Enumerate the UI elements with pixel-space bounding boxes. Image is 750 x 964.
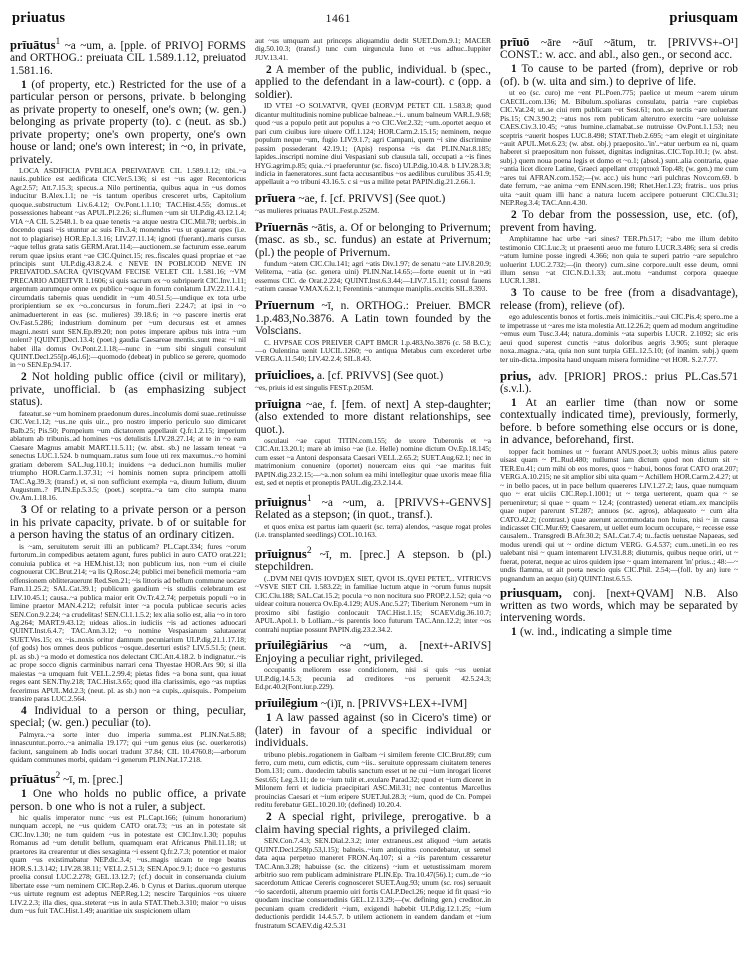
citation-paragraph: ~as mulieres priuatas PAUL.Fest.p.252M. — [255, 205, 380, 215]
headword-grammar: ~ātis, a. Of or belonging to Privernum; (masc. as sb., sc. fundus) an estate at Privernum; (pl.) the people of Privernum. — [255, 221, 491, 259]
headword-grammar: ~(i)ī, n. [PRIVVS+LEX+-IVM] — [317, 698, 468, 711]
citation-paragraph: SEN.Con.7.4.3; SEN.Dial.2.3.2; inter extraneus..est aliquod ~ium aetatis QUINT.Decl.258(p.53,l.15); balneis..~ium antiquitus concedebatur, ut semel data aqua perpetuo maneret FRON.Aq.107; si a ~iis parentum cessaretur TAC.Ann.3.28; habuisse (sc. the citizens) ~ium et uetustissimam morem arbitrio suo rem publicam administrare PLIN.Ep. Tra.10.47(56).1; cum..de ~io sacerdotum Atticae Cereris cognosceret SUET.Aug.93; unum (sc. ros) seruauit ~io sacerdotii, alterum praemio uiri fortis CALP.Decl.26; neque id fit quasi ~io quodam inscitae consuetudinis GEL.12.13.29;—(w. defining gen.) creditor..in pecuniam quam crediderit ~ium, exigendi habebit ULP.dig.12.1.25; ~ium deductionis perdidit 14.4.5.7. b utilem actionem in eandem dandam et ~ium frustratum SCAEV.dig.42.5.31 — [255, 836, 491, 930]
citation-paragraph: ego adulescentis bonos et fortis..meis inimicitiis..~aui CIC.Pis.4; spero..me a te impetrasse ut ~ares me ista molestia Att.12.26.2; quem ad modum angritudine ~emus eum Tusc.3.44; natura..dominis ~ata superbis LUCR. 2.1092; sic eris aeui quod superest cunctis ~atus doloribus aegris 3.905; sunt pleraque noxa..magna..~ata, quia non sunt turpia GEL.12.5.10; (of inanim. subj.) quem ter uin-dicta..imposita haud unquam misera formidine ~et HOR. S.2.7.77. — [500, 312, 738, 364]
sense-paragraph — [500, 63, 738, 88]
sense-paragraph — [10, 371, 246, 409]
running-head-left: priuatus — [12, 10, 66, 26]
sense-text: A member of the public, individual. b (spec., applied to the defendant in a law-court). c (opp. a soldier). — [255, 63, 491, 101]
sense-text: A law passed against (so in Cicero's time) or (later) in favour of a specific individual or individuals. — [255, 712, 491, 750]
headword-grammar: ~a ~um, a. [pple. of PRIVO] FORMS and ORTHOG.: preiuata CIL 1.589.1.12, preiuatod 1.581.16. — [10, 39, 246, 77]
column-1 — [10, 36, 246, 964]
headword-superscript: 2 — [306, 546, 312, 557]
dictionary-entry — [255, 398, 491, 488]
sense-number: 1 — [21, 78, 27, 91]
dictionary-entry — [500, 587, 738, 639]
headword-grammar: conj. [next+QVAM] N.B. Also written as two words, which may be separated by intervening words. — [500, 587, 738, 625]
headword-superscript: 1 — [306, 494, 312, 505]
page-number: 1461 — [325, 13, 351, 25]
dictionary-entry — [10, 36, 246, 765]
citation-paragraph: Amphitamne hac urbe ~ari sines? TER.Ph.517; ~abo me illum debito testimonio CIC.Luc.3; ut praesenti aeuo me futuro LUCR.3.486; sera si credis ~atum lumine posse ingredi 4.366; non quia te superi patrio ~are sepulchro uoluerint LUC.2.732;—(in theory) cum..sine corpore..uult esse deum, omni illum sensu ~at CIC.N.D.1.33; aut..motu ~andumst corpora quaeque LUCR.1.381. — [500, 234, 738, 286]
sense-number: 4 — [21, 704, 27, 717]
headword: prīuilēgiārius — [255, 638, 328, 653]
dictionary-entry — [10, 770, 246, 915]
sense-paragraph — [500, 287, 738, 312]
headword-grammar: ~ī, n. ORTHOG.: Preiuer. BMCR 1.p.483,No.3876. A Latin town founded by the Volscians. — [255, 300, 491, 338]
headword: prīuera — [255, 191, 296, 206]
sense-number: 1 — [266, 712, 272, 725]
sense-text: Individual to a person or thing, peculiar, special; (w. gen.) peculiar (to). — [10, 704, 246, 730]
sense-text: Not holding public office (civil or military), private, unofficial. b (as emphasizing subject status). — [10, 371, 246, 409]
citation-paragraph: ~es, priuis id est singulis FEST.p.205M. — [255, 382, 374, 392]
headword: prīuiclioes, — [255, 368, 315, 383]
sense-text: At an earlier time (than now or some contextually indicated time), previously, formerly, before. b before something else occurs or is done, in advance, beforehand, first. — [500, 396, 738, 447]
citation-paragraph: ID VTEI ~O SOLVATVR, QVEI (EORV)M PETET CIL 1.583.8; quod dicantur multitudinis nomine publicae balneae..~i.. unum balneum VAR.L.9.68; quod ~us a populo petit aut populus a ~o CIC.Ver.2.32; ~um..oportet aequo et pari cum ciuibus iure uiuere Off.1.124; HOR.Carm.2.15.15; neminem, neque populum neque ~um, fugio LIV.9.1.7; agri Campani, quem ~i sine discrimine passim possederant 42.19.1; (Apis) responsa ~is dat PLIN.Nat.8.185; lapides..inscripti nomine diui Vespasiani sub clausula tali, occupati a ~is fines HYG.agrim.p.85; quia..~i praeferuntur (sc. fisco) ULP.dig.10.4.8. b LIV.28.3.8; indicia in faeneratores..sunt facta accusantibus ~os aedilibus curulibus 35.41.9; appellauit a ~o tribuni 43.16.5. c si ~us a milite petat PAPIN.dig.21.2.66.1. — [255, 101, 491, 187]
sense-number: 1 — [21, 788, 27, 800]
entry-headword-line — [255, 493, 491, 522]
sense-number: 2 — [266, 63, 272, 76]
entry-headword-line — [10, 770, 246, 786]
entry-continuation — [255, 37, 491, 187]
citation-paragraph: aut ~us umquam aut princeps aliquamdiu dedit SUET.Dom.9.1; MACER dig.50.10.3; (transf.) tunc cum uirguncula Iuno et ~us adhuc..Iuppiter JUV.13.41. — [255, 36, 491, 62]
headword: prīuātus — [10, 37, 56, 52]
sense-number: 1 — [511, 396, 517, 409]
sense-paragraph — [10, 705, 246, 730]
column-3 — [500, 36, 738, 964]
sense-number: 1 — [511, 63, 517, 76]
headword-superscript: 2 — [55, 771, 61, 782]
sense-paragraph — [255, 64, 491, 102]
headword: Prīuernum — [255, 298, 315, 313]
sense-number: 2 — [21, 371, 27, 384]
headword: Prīuernās — [255, 219, 309, 234]
column-2 — [255, 36, 491, 964]
dictionary-entry — [255, 493, 491, 540]
dictionary-entry — [500, 36, 738, 364]
sense-paragraph — [10, 79, 246, 167]
dictionary-entry — [255, 639, 491, 691]
citation-paragraph: Palmyra..~a sorte inter duo imperia summa..est PLIN.Nat.5.88; innascuntur..porro..~a animalia 19.177; qui ~um genus eius (sc. ouerkerotis) faciunt, sanguinem ab Indis uocari tradunt 37.84; CIL 10.4760.8;—arborum quidam communes morbi, quidam ~i generum PLIN.Nat.17.218. — [10, 729, 246, 765]
entry-headword-line — [500, 587, 738, 625]
headword: prīuilēgium — [255, 696, 318, 711]
dictionary-entry — [255, 221, 491, 294]
sense-paragraph — [10, 504, 246, 542]
entry-headword-line — [255, 398, 491, 436]
citation-paragraph: C. HVPSAE COS PREIVER CAPT BMCR 1.p.483,No.3876 (c. 58 B.C.);—o Oulentina uenit LUCIL.1260; ~o antiqua Metabus cum excederet urbe VERG.A.11.540; LIV.42.2.4; SIL.8.43. — [255, 337, 491, 364]
citation-paragraph: fateatur..se ~um hominem praedonum dures..incolumis domi suae..retinuisse CIC.Ver.1.12; ~us..ne quis uir.., pro nostro imperio periculo suo dimicaret Balb.25; Pis.50; Pompeium ~um dictatorem appellauit Q.fr.1.2.15; imperium ablatum ab tribunis..ad homines ~os detulistis LIV.28.27.14; at te in ~o eam Caesare Magnus amabit MART.11.5.11; (w. abst. sb.) ne lassam teneat ~a senectus LUC.1.524. b numquam..ratus sum Ioue uti rex maxumus..~o homini gratiam deberem SAL.Jug.110.1; inuidens ~a deduci..non humilis mulier triumpho HOR.Carm.1.37.31; ~i hominis nomen supra principem attolli TAC.Ag.39.3; (transf.) et, si non sufficiunt exempla ~a, diuum Iulium, diuum Augustum..? PLIN.Ep.5.3.5; (poet.) sceptra..~a tam cito sumpta manu Ov.Am.1.18.16. — [10, 408, 246, 503]
sense-paragraph — [500, 626, 738, 639]
headword: prīuātus — [10, 772, 56, 787]
sense-text: To cause to be parted (from), deprive or rob (of). b (w. uita and sim.) to deprive of life. — [500, 63, 738, 88]
headword-grammar: ~ae, f. [fem. of next] A step-daughter; (also extended to more distant relationships, see quot.). — [255, 398, 491, 436]
entry-headword-line — [255, 221, 491, 259]
sense-paragraph — [500, 209, 738, 234]
citation-paragraph: osculaui ~ae caput TITIN.com.155; de uxore Tuberonis et ~a CIC.Att.13.20.1; mare ab imiso ~ae (i.e. Helle) nomine dictum Ov.Ep.18.145; cum esset ~a Antoni desponsata Caesari VELL.2.65.2; SUET.Aug.62.1; nec in matrimonium conuenire (oportet) nouercam eius qui ~ae maritus fuit PAPIN.dig.23.2.15;—~a..non solum ea mihi intellegitur quae uxoris meae filia est, sed et neptis et proneptis PAUL.dig.23.2.14.4. — [255, 435, 491, 488]
sense-number: 2 — [511, 209, 517, 222]
entry-headword-line — [255, 639, 491, 665]
sense-paragraph — [255, 811, 491, 836]
running-head — [12, 10, 738, 32]
citation-paragraph: is ~am, seruitutem seruit illi an publicam? PL.Capt.334; fures ~orum furtorum..in compedibus aetatem agunt, fures publici in auro CATO orat.221; conuiuia publica et ~a HEM.hist.13; non publicum ius, non ~um ei ciuile cognouerat CIC.Brut.214; ~a lis Q.Rosc.24; publici mei beneficii memoria ~am offensionem oblitterauerunt Red.Sen.21; ~is littoris ad bellum commune uocare Fam.11.25.2; SAL.Cat.39.1; publicum gaudium ~is studiis celebratum est LIV.10.45.1; causa..~a publica maior erit Ov.Tr.4.2.74; perpetuis populi ~o in limine praetor MAN.4.212; refulsit inter ~a pocula publicae securis acies SEN.Con.9.2.24; ~a crudelitas! SEN.Cl.1.1.5.2; lex alia solio est, alia ~o in toro Ag.264; MART.9.43.12; uideas alios..in iudiciis ~is ad actiones aduocari QUINT.Inst.6.4.7; TAC.Ann.3.12; ~o nomine Vespasianum salutauerat SUET.Ves.15; ex ~is..noxis oritur damnum pecuniarium ULP.dig.21.1.17.18; (of gods) hos omnes deos publicos ~osque..deserturi estis? LIV.5.51.5; (neut. pl. as sb.) ~a modo et domestica nos delectant CIC.Att.4.18.2. b indignatur..~is ac prope socco dignis carminibus narrari cena Thyestae HOR.Ars 90; si illa maiestas ~a umquam fuit VELL.2.99.4; pietas fides ~a bona sunt, qua iuuat reges eant SEN.Thy.218; TAC.Hist.3.65; quod illa clarissimis, ego ~as nuptias fecerimus APUL.Md.2.3; (neut. pl. as sb.) non ~a cupis,..quisquis.. Pompeium transire paras LUC.2.564. — [10, 541, 246, 704]
headword: prīuō — [500, 36, 530, 49]
citation-paragraph: topper facit homines ut ~ fuerant ANUS.poet.3; uobis minus alius patere uisast quam ~ PL.Rud.480; nullumst iam dictum quod non dictum sit ~ TER.Eu.41; cum mihi ob eos mores, quos ~ habui, bonos forat CATO orat.207; VERG.A.10.215; ne sit amplior sibi uita quam ~ Achillem HOR.Carm.2.4.27; ut ~ in bello paces, ut in pace bellum quaereres LIV.1.27.2; laus, quae numquam quo ~ erat uiciis CIC.Rep.1.1001; ut ~ terga uerterent, quam qua ~ se perueniretur; si quae ~ quam ~ 12.4; (contrasted) uenerat etiam..ex mancipiis quae nuper parerunt ST.287; annuos (sc. agros), ablaqueato ~ cum alta CATO.42.2; (contrast.) quae auerunt accommodata non huius, nisi ~ in causa indicasset CIC.Mur.69; Caesarem, ut uellet eum locum occupare, ~ recesse esse causalem.. Transgredi B.Afr.30.2; SAL.Cat.7.4; tu..factis uetustae Napaeas, sed modus urendi qui ut ~ ordine dictum VERG. G.4.537; cum..uneti..in eo res ualebant nisi ~ quam intemarent LIV.31.8.8; diuturnis, quibus neque oriri, ut ~ fuerat, poterat, neque ac uiros quidem ipse ~ quam intemarent 'in' prius..; 48:—~ undis flamma, ut ait poeta nescio quis CIC.Phil. 2.54;—(foll. by an) iure ~ pugnandum an aequo (sit) QUINT.Inst.6.5.5. — [500, 446, 738, 583]
headword: prīuignus — [255, 494, 307, 509]
citation-paragraph: LOCA ASDIFICIA PVBLICA PREIVATAVE CIL 1.589.1.12; tibi..~a nauis..publice est aedificata CIC.Ver.5.136; si est ~us ager Recentoricus Agr.2.57; Att.7.15.3; specus..a Nilo pertinentia, quibus aqua in ~us domos inducitur B.Alex.1.1; ne ~is tantum operibus cresceret urbs, Capitolium quoque..substructum Liv.6.4.12; Ov.Pont.1.1.10; TAC.Hist.4.55; domus..et possessiones habeant ~as APUL.Pl.2.26; si..flumen ~um sit ULP.dig.43.12.1.4; VIA ~A CIL 5.2548.1. b ea quae tenetis ~a atque uestra CIC.Mil.78; uerbis..in docendo quasi ~is utuntur ac suis Fin.3.4; monendus ~us ut quaerat opes (i.e. not to plagiarise) HOR.Ep.1.3.16; LIV.27.11.14; ignoti (fuerant)..maris cursus ~aque tellus grata satis GERM.Arat.114;—auctionem..se facturum esse..earum rerum quae ipsius erant ~ae CIC.Quinct.15; res..fiscales quasi propriae et ~ae principis sunt ULP.dig.43.8.2.4. c NEVE IN POBLICOD NEVE IN PREIVATOD..SACRA QVISQVAM FECISE VELET CIL 1.581.16; ~VM PRECARIO ADIEITVR 1.1606; si quis sacrum ex ~o subripuerit CIC.Inv.1.11; argentum aurumque omne ex publico ~oque in forum conlatum LIV.22.11.4.1; circumdatis tabernis quas uendidit in ~um 40.51.5;—undique ex tota urbe proripientium se ex ~o..concursus in forum..fieri 2.24.7; at ipsi in ~o animaduerterent in eas (sc. mulieres) 39.18.6; in ~o pascere inertis erat Ov.Fast.5.286; industrium dominum per ~um decursus est et amnes magni..nestri sunt SEN.Ep.89.20; non potes imperare apibus tuis intra ~um uolent? [QUINT.]Decl.13.4; (poet.) gaudia Caesareae mentis..sunt mea: ~i nil habet illa domus Ov.Pont.2.1.18;—nunc in ~um sibi singuli consulunt QUINT.Decl.255[p.46,l.6];—quomodo (debeat) in publico se gerere, quomodo in ~o SEN.Ep.94.17. — [10, 166, 246, 370]
sense-text: (of property, etc.) Restricted for the use of a particular person or persons, private. b belonging as private property to oneself, one's own; (w. gen.) belonging as private property (to). c (neut. as sb.) private property; one's own property, one's own house or land; one's own interest; in ~o, in private, privately. — [10, 78, 246, 166]
headword-grammar: ~āre ~āuī ~ātum, tr. [PRIVVS+-O¹] CONST.: w. acc. and abl., also gen., or second acc. — [500, 37, 738, 62]
sense-number: 2 — [266, 811, 272, 824]
dictionary-entry — [255, 369, 491, 392]
headword-grammar: ~a ~um, a. [PRIVVS+-GENVS] Related as a stepson; (in quot., transf.). — [255, 496, 491, 522]
entry-headword-line — [10, 36, 246, 77]
sense-text: One who holds no public office, a private person. b one who is not a ruler, a subject. — [10, 788, 246, 813]
headword: prius, — [500, 368, 532, 383]
dictionary-entry — [255, 299, 491, 364]
headword: prīuignus — [255, 546, 307, 561]
entry-headword-line — [255, 545, 491, 574]
entry-headword-line — [255, 697, 491, 710]
headword: prīuigna — [255, 396, 302, 411]
headword-grammar: ~ī, m. [prec.] A stepson. b (pl.) stepchildren. — [255, 548, 491, 574]
entry-headword-line — [500, 36, 738, 62]
citation-paragraph: et quos enixa est partus iam quaerit (sc. terra) alendos, ~asque rogat proles (i.e. transplanted seedlings) COL.10.163. — [255, 521, 491, 540]
sense-text: To cause to be free (from a disadvantage), release (from), relieve (of). — [500, 287, 738, 312]
headword-grammar: a. [cf. PRIVVS] (See quot.) — [314, 370, 444, 383]
sense-number: 1 — [511, 626, 517, 639]
citation-paragraph: occupantis meliorem esse condicionem, nisi si quis ~us ueniat ULP.dig.14.5.3; pecunia ad creditores ~os peruenit 42.5.24.3; Ed.pr.40.2(Font.iur.p.229). — [255, 665, 491, 692]
entry-headword-line — [500, 370, 738, 396]
headword-grammar: ~a ~um, a. [next+-ARIVS] Enjoying a peculiar right, privileged. — [255, 640, 491, 665]
sense-paragraph — [500, 397, 738, 447]
sense-text: To debar from the possession, use, etc. (of), prevent from having. — [500, 209, 738, 234]
entry-headword-line — [255, 299, 491, 337]
dictionary-entry — [255, 545, 491, 634]
sense-text: Of or relating to a private person or a person in his private capacity, private. b of or suitable for a person having the status of an ordinary citizen. — [10, 504, 246, 542]
headword-grammar: adv. [PRIOR] PROS.: prius PL.Cas.571 (s.v.l.). — [500, 370, 738, 395]
entry-headword-line — [255, 369, 491, 382]
citation-paragraph: ut eo (sc. curo) me ~ent PL.Poen.775; paelice ut mеum ~arem uirum CAECIL.com.136; M. Bibulum..spoliaras consulatu, patria ~are cupiebas CIC.Vat.24; ut..se ciui rem publicam ~et Sest.61; non..se tectis ~are uoluerant Pis.15; CN.3.90.2; ~atus nos rem publicam alterutro exercitu ~are uoluisse CAES.Civ.3.10.45; ~atus humine..clamabat..se nutruisse Ov.Pont.1.1.53; neu sceptris ~auerit hospes LUC.8.498; STAT.Theb.2.695; ~am elegit et uirginitate ~auit APUL.Met.6.23; (w. abst. obj.) praeposito..'in'..~atur uerbum ea ni, quam haberet si praepositum non fuisset, dignitas indignitas..CIC.Top.10.1; (w. abst. subj.) quem noua poena legis et domo et ~o.1; (absol.) sunt..alia contraria, quae ~antia licet dicere Latine, Graeci appellant στερητικά Top.48; (w. gen.) me cum ~ares tui AFRAN.com.152;—(w. acc.) uis hunc ~ari pulchras Nov.com.69. b date ferrum, ~ae anima ~em ENN.scen.198; Rhet.Her.1.23; fratris.. uos prius uita ~auit quam illi hanc a natura lucem accipere potuerunt CIC.Clu.31; NEP.Reg.3.4; TAC.Ann.4.30. — [500, 88, 738, 208]
citation-paragraph: fundum ~atem CIC.Clu.141; agri ~atis Div.1.97; de senatu ~ate LIV.8.20.9; Veliternа, ~atia (sc. genera uini) PLIN.Nat.14.65;—forte euenit ut in ~ati essemus CIC. de Orat.2.224; QUINT.Inst.6.3.44;—LIV.7.15.11; consul fauens ~atium causae V.MAX.6.2.1; Ferentinis ~atumque maniplis..excitis SIL.8.393. — [255, 258, 491, 294]
citation-paragraph: (..DVM NEI QVIS IOVD)EX SIET, QVOI IS..QVEI PETET,.. VITRICVS ~VSVE SIET CIL 1.583.22; in familiae luctum atque in ~orum funus nupsit CIC.Clu.188; SAL.Cat.15.2; pocula ~o non nocitura suo PROP.2.1.52; quia ~o uidear coitura nouerca Ov.Ep.4.129; AUS.Anc.5.27; Tiberium Neronem ~um in proximo sibi fastigio conlocauit TAC.Hist.1.15; SCAEV.dig.36.10.7; APUL.Apol.1. b Lolliam..~is parentis loco futurum TAC.Ann.12.2; inter ~os contrahi nuptiae possunt PAPIN.dig.23.2.34.2. — [255, 573, 491, 634]
dictionary-entry — [255, 192, 491, 215]
entry-headword-line — [255, 192, 491, 205]
sense-paragraph — [255, 712, 491, 750]
citation-paragraph: hic qualis imperator nunc ~us est PL.Capt.166; (uinum honorarium) nunquam accepi, ne ~us quidem CATO orat.73; ~us an in potestate sit CIC.Inv.1.30; ne tum quidem ~us in potestate est CIC.Inv.1.30; populus Romanus ad ~um detulit bellum, quamquam erat Africanus Phil.11.18; ut praetores ita crearentur ut dies sexaginta ~i essent Q.fr.2.7.3; potentior et maior quam ~us existimabatur NEP.dic.3.4; ~us..magis uicam te rege beatus HOR.S.1.3.142; LIV.28.38.11; VELL.2.51.3; SEN.Apoc.9.1; duce ~o gesturus proelia consul LUC.2.278; GEL.13.12.7; (cf.) docuit in conseruanda ciuium libertate esse ~um neminem CIC.Rep.2.46. b Cyrus et Darius..quorum uterque ~us uirtute regnum est adeptus NEP.Reg.1.2; nescire Tarquinios ~os uiuere LIV.2.2.3; illa dies, qua..steterat ~us in aula STAT.Theb.3.310; maior ~o uisus dum ~us fuit TAC.Hist.1.49; auaritiae uix suspicionem ullam — [10, 813, 246, 915]
headword-grammar: ~ae, f. [cf. PRIVVS] (See quot.) — [295, 193, 446, 206]
sense-text: (w. ind., indicating a simple time — [519, 626, 672, 639]
dictionary-entry — [500, 370, 738, 584]
sense-paragraph — [10, 788, 246, 813]
citation-paragraph: tribuno plebis..rogationem in Galbam ~i similem ferente CIC.Brut.89; cum ferro, cum metu, cum edictis, cum ~iis.. seruitute oppressam ciuitatem teneres Dom.131; cum.. duodecim tabulis sanctum esset ut ne cui ~ium inrogari liceret Sest.65; Leg.3.11; de te ~ium tulit et..exulare Parad.32; quod et ~ium diceret in Milonem ferri et iudicia praecipitari ASC.Mil.31; nec contentus Marcellus prouincias Caesari et ~ium eripere SUET.Jul.28.3; ~ium, quod de Cn. Pompei reditu ferebatur GEL.10.20.10; (defined) 10.20.4. — [255, 749, 491, 810]
sense-number: 3 — [21, 504, 27, 517]
page-columns — [10, 36, 740, 964]
sense-text: A special right, privilege, prerogative. b a claim having special rights, a privileged claim. — [255, 811, 491, 836]
running-head-right: priusquam — [669, 10, 738, 26]
dictionary-entry — [255, 697, 491, 930]
sense-number: 3 — [511, 287, 517, 300]
headword-grammar: ~ī, m. [prec.] — [60, 774, 123, 787]
headword: priusquam, — [500, 585, 562, 600]
headword-superscript: 1 — [55, 37, 61, 47]
